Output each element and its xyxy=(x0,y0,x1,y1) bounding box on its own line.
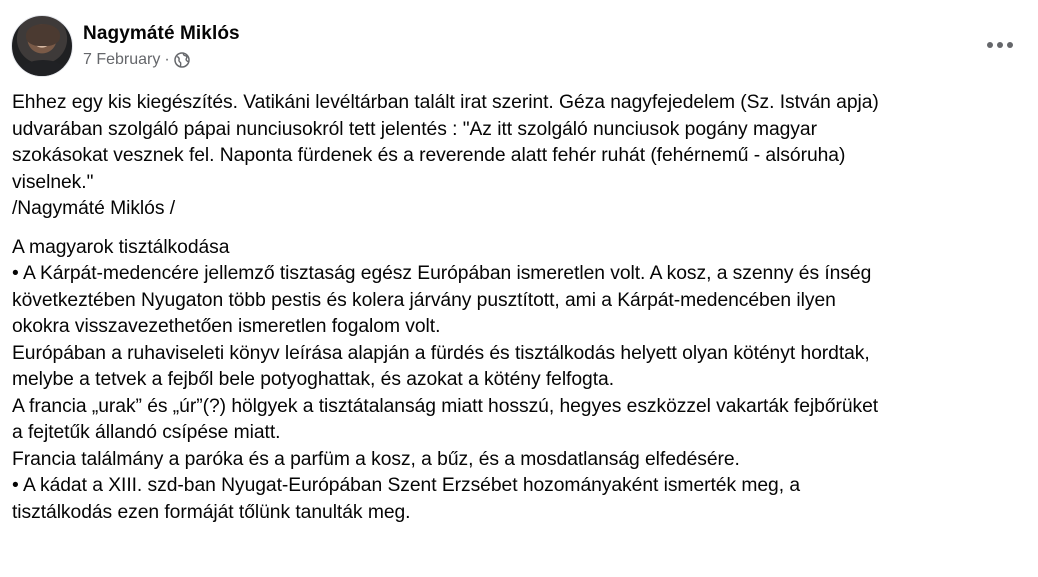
text-line: • A Kárpát-medencére jellemző tisztaság egész Európában ismeretlen volt. A kosz, a szenny és ínség xyxy=(12,263,872,284)
author-name[interactable]: Nagymáté Miklós xyxy=(83,23,240,44)
text-line: szokásokat vesznek fel. Naponta fürdenek és a reverende alatt fehér ruhát (fehérnemű - alsóruha) xyxy=(12,145,846,166)
text-line: Ehhez egy kis kiegészítés. Vatikáni levéltárban talált irat szerint. Géza nagyfejedelem (Sz. István apja) xyxy=(12,92,879,113)
globe-icon[interactable] xyxy=(174,52,190,68)
post-meta xyxy=(83,50,240,70)
text-line: Európában a ruhaviseleti könyv leírása alapján a fürdés és tisztálkodás helyett olyan kötényt hordtak, xyxy=(12,342,870,364)
text-line: következtében Nyugaton több pestis és kolera járvány pusztított, ami a Kárpát-medencében ilyen xyxy=(12,289,836,311)
post-date[interactable]: 7 February xyxy=(83,51,161,68)
more-dot xyxy=(1007,42,1013,48)
text-line: tisztálkodás ezen formáját tőlünk tanulták meg. xyxy=(12,501,411,523)
text-line: udvarában szolgáló pápai nunciusokról tett jelentés : "Az itt szolgáló nunciusok pogány magyar xyxy=(12,118,817,140)
post-header xyxy=(11,16,240,76)
post-text xyxy=(12,90,1032,526)
more-dot xyxy=(987,42,993,48)
avatar[interactable] xyxy=(11,15,73,77)
text-line: A francia „urak” és „úr”(?) hölgyek a tisztátalanság miatt hosszú, hegyes eszközzel vakarták fejbőrüket xyxy=(12,395,879,417)
text-line: Francia találmány a paróka és a parfüm a kosz, a bűz, és a mosdatlanság elfedésére. xyxy=(12,448,740,470)
text-line: A magyarok tisztálkodása xyxy=(12,236,230,258)
post-paragraph-1 xyxy=(12,90,1032,223)
text-line: viselnek." xyxy=(12,171,94,193)
text-line: okokra visszavezethetően ismeretlen fogalom volt. xyxy=(12,316,441,337)
meta-separator: · xyxy=(164,51,170,68)
post-paragraph-2 xyxy=(12,235,1032,527)
text-line: a fejtetűk állandó csípése miatt. xyxy=(12,422,281,443)
text-line: melybe a tetvek a fejből bele potyoghattak, és azokat a kötény felfogta. xyxy=(12,369,614,390)
more-dot xyxy=(997,42,1003,48)
text-line: • A kádat a XIII. szd-ban Nyugat-Európában Szent Erzsébet hozományaként ismerték meg, a xyxy=(12,475,801,496)
more-options-icon[interactable] xyxy=(984,33,1016,57)
author-block xyxy=(83,22,240,70)
text-line: /Nagymáté Miklós / xyxy=(12,198,176,219)
